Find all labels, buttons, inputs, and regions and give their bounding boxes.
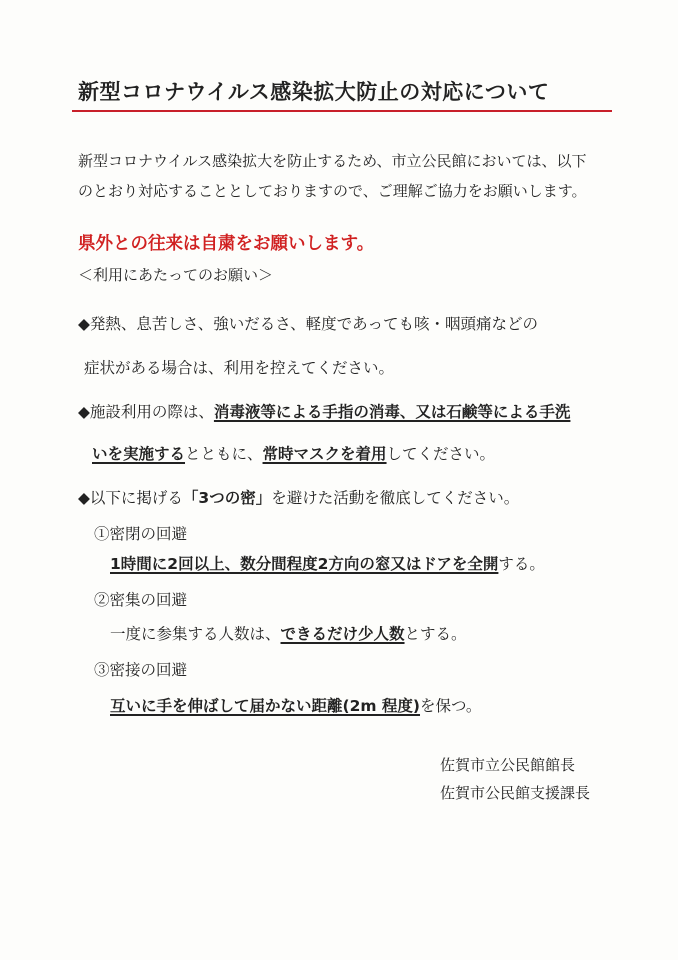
item-label-crowds: ②密集の回避 bbox=[94, 591, 188, 609]
bullet-hygiene-line-2 bbox=[92, 442, 495, 464]
three-cs-term: 「3つの密」 bbox=[182, 489, 272, 507]
bullet-symptoms-line-2: 症状がある場合は、利用を控えてください。 bbox=[84, 359, 395, 377]
bullet-hygiene-line-1 bbox=[78, 400, 570, 422]
item-text-closed-spaces-suffix: する。 bbox=[498, 555, 545, 573]
hand-disinfection-emphasis: 消毒液等による手指の消毒、又は石鹸等による手洗 bbox=[213, 403, 571, 421]
item-label-close-contact: ③密接の回避 bbox=[94, 661, 188, 679]
usage-request-subheading: ＜利用にあたってのお願い＞ bbox=[78, 266, 274, 284]
signature-section-chief: 佐賀市公民館支援課長 bbox=[440, 784, 591, 802]
item-text-crowds bbox=[110, 622, 467, 644]
intro-line-2: のとおり対応することとしておりますので、ご理解ご協力をお願いします。 bbox=[78, 182, 587, 200]
item-text-close-contact bbox=[110, 694, 481, 716]
bullet-three-cs-suffix: を避けた活動を徹底してください。 bbox=[271, 489, 520, 507]
page-title: 新型コロナウイルス感染拡大防止の対応について bbox=[78, 80, 550, 104]
item-label-closed-spaces: ①密閉の回避 bbox=[94, 525, 188, 543]
intro-line-1: 新型コロナウイルス感染拡大を防止するため、市立公民館においては、以下 bbox=[78, 152, 587, 170]
item-text-closed-spaces bbox=[110, 552, 545, 574]
bullet-three-cs bbox=[78, 486, 519, 508]
item-text-crowds-suffix: とする。 bbox=[404, 625, 467, 643]
travel-restraint-heading: 県外との往来は自粛をお願いします。 bbox=[78, 234, 375, 254]
ventilation-emphasis: 1時間に2回以上、数分間程度2方向の窓又はドアを全開 bbox=[110, 555, 499, 573]
distance-emphasis: 互いに手を伸ばして届かない距離(2m 程度) bbox=[110, 697, 421, 715]
bullet-hygiene-mid: とともに、 bbox=[185, 445, 263, 463]
item-text-crowds-prefix: 一度に参集する人数は、 bbox=[110, 625, 281, 643]
bullet-hygiene-prefix: ◆施設利用の際は、 bbox=[78, 403, 214, 421]
item-text-close-contact-suffix: を保つ。 bbox=[420, 697, 482, 715]
mask-emphasis: 常時マスクを着用 bbox=[262, 445, 387, 463]
signature-director: 佐賀市立公民館館長 bbox=[440, 756, 576, 774]
small-group-emphasis: できるだけ少人数 bbox=[280, 625, 405, 643]
bullet-hygiene-suffix: してください。 bbox=[386, 445, 496, 463]
bullet-three-cs-prefix: ◆以下に掲げる bbox=[78, 489, 183, 507]
bullet-symptoms-line-1: ◆発熱、息苦しさ、強いだるさ、軽度であっても咳・咽頭痛などの bbox=[78, 315, 539, 333]
hand-washing-emphasis: いを実施する bbox=[92, 445, 186, 463]
title-underline bbox=[72, 110, 612, 112]
